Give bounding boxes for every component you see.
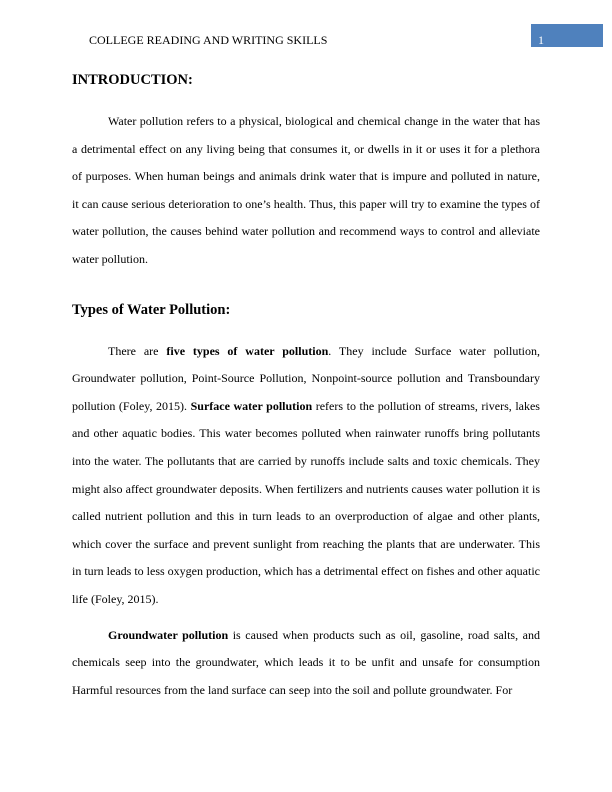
bold-phrase-groundwater: Groundwater pollution	[108, 627, 229, 642]
running-head: COLLEGE READING AND WRITING SKILLS	[89, 33, 328, 47]
text-run: is caused when products such as oil, gasoline, road salts, and chemicals seep into the groundwater, which leads it to be unfit and unsafe for consumption Harmful resources from the land surface can seep into the soil and pollute groundwater. For	[72, 627, 540, 697]
types-paragraph-surface-water	[72, 338, 540, 614]
bold-phrase-five-types: five types of water pollution	[166, 343, 329, 358]
types-paragraph-groundwater	[72, 622, 540, 705]
page-number: 1	[538, 33, 544, 47]
introduction-heading: INTRODUCTION:	[72, 72, 193, 88]
introduction-paragraph: Water pollution refers to a physical, biological and chemical change in the water that has a detrimental effect on any living being that consumes it, or dwells in it or uses it for a plethora of purposes. When human beings and animals drink water that is impure and polluted in nature, it can cause serious deterioration to one’s health. Thus, this paper will try to examine the types of water pollution, the causes behind water pollution and recommend ways to control and alleviate water pollution.	[72, 114, 540, 266]
text-run: . They include Surface water pollution, Groundwater pollution, Point-Source Pollution, Nonpoint-source pollution and Transboundary pollution (Foley, 2015).	[72, 343, 541, 413]
document-body	[72, 70, 540, 704]
types-heading: Types of Water Pollution:	[72, 301, 231, 318]
bold-phrase-surface-water: Surface water pollution	[190, 398, 313, 413]
page-number-box	[531, 24, 603, 47]
text-run: There are	[108, 343, 167, 358]
text-run: refers to the pollution of streams, rivers, lakes and other aquatic bodies. This water becomes polluted when rainwater runoffs bring pollutants into the water. The pollutants that are carried by runoffs include salts and toxic chemicals. They might also affect groundwater deposits. When fertilizers and nutrients causes water pollution it is called nutrient pollution and this in turn leads to an overproduction of algae and other plants, which cover the surface and prevent sunlight from reaching the plants that are underwater. This in turn leads to less oxygen production, which has a detrimental effect on fishes and other aquatic life (Foley, 2015).	[72, 398, 540, 606]
